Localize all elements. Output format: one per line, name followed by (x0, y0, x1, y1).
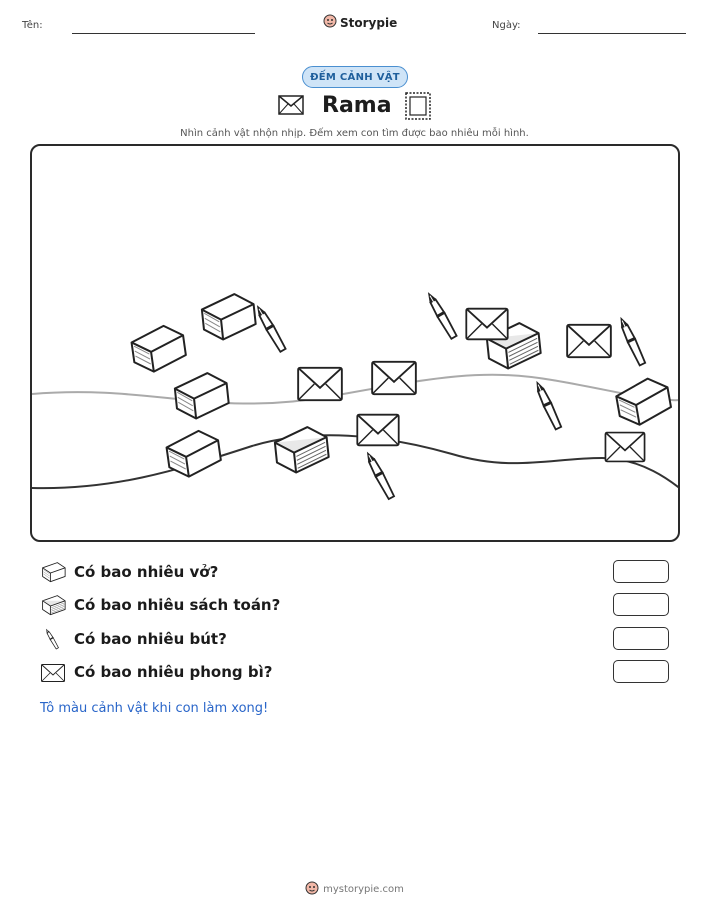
storypie-mascot-icon (305, 880, 319, 899)
answer-box[interactable] (613, 660, 669, 683)
math-book-icon (40, 593, 66, 619)
pen (425, 292, 458, 340)
brand-logo (323, 13, 397, 32)
question-row (40, 560, 670, 586)
envelope (567, 325, 611, 357)
envelope (298, 368, 342, 400)
counting-scene (30, 144, 680, 542)
date-line[interactable] (538, 33, 686, 34)
title-row (0, 92, 709, 122)
notebook (201, 292, 257, 341)
envelope-icon (40, 660, 66, 686)
pen (364, 451, 395, 499)
pen (617, 317, 646, 366)
envelope (605, 433, 644, 462)
math-book (274, 425, 330, 474)
activity-badge: ĐẾM CẢNH VẬT (302, 66, 408, 88)
answer-box[interactable] (613, 627, 669, 650)
name-line[interactable] (72, 33, 255, 34)
answer-box[interactable] (613, 593, 669, 616)
instructions-subtitle: Nhìn cảnh vật nhộn nhịp. Đếm xem con tìm được bao nhiêu mỗi hình. (180, 128, 529, 139)
notebook (165, 428, 223, 479)
question-row (40, 593, 670, 619)
footer (0, 880, 709, 899)
brand-name: Storypie (340, 15, 398, 30)
stamp-icon (405, 92, 431, 124)
notebook-icon (40, 560, 66, 586)
pen (254, 305, 287, 353)
question-row (40, 627, 670, 653)
envelope (466, 309, 507, 340)
question-row (40, 660, 670, 686)
pen-icon (40, 627, 66, 653)
footer-url[interactable]: mystorypie.com (323, 884, 404, 895)
envelope (372, 362, 416, 394)
envelope (357, 415, 398, 446)
notebook (614, 376, 673, 428)
answer-box[interactable] (613, 560, 669, 583)
date-label: Ngày: (492, 20, 521, 31)
question-text: Có bao nhiêu bút? (74, 630, 227, 648)
page-title: Rama (322, 93, 392, 118)
envelope-icon (278, 95, 304, 119)
question-text: Có bao nhiêu vở? (74, 563, 219, 581)
notebook (174, 371, 230, 420)
notebook (130, 323, 188, 374)
question-text: Có bao nhiêu phong bì? (74, 663, 273, 681)
pen (533, 381, 562, 430)
question-text: Có bao nhiêu sách toán? (74, 596, 281, 614)
storypie-mascot-icon (323, 13, 337, 32)
coloring-instruction: Tô màu cảnh vật khi con làm xong! (40, 701, 269, 716)
name-label: Tên: (22, 20, 43, 31)
